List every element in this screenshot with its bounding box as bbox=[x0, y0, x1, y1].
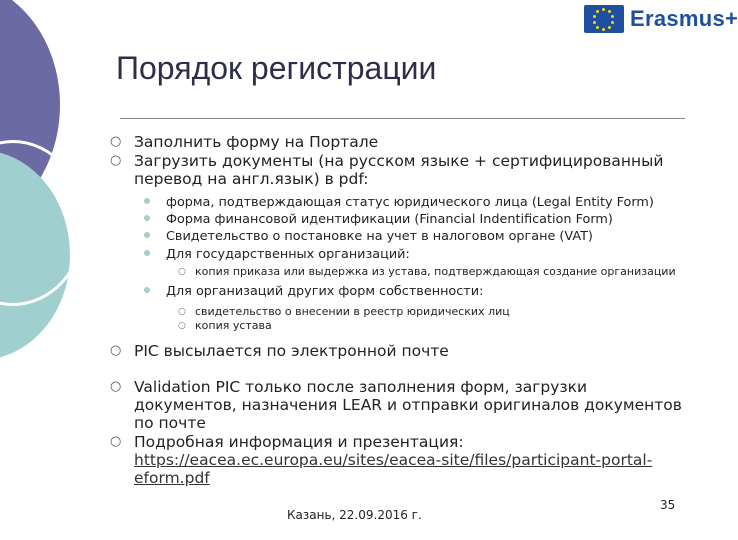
bullet-ring-icon: ○ bbox=[110, 379, 122, 394]
presentation-link[interactable]: https://eacea.ec.europa.eu/sites/eacea-site/files/participant-portal-eform.pdf bbox=[134, 451, 653, 487]
list-item: ○ Заполнить форму на Портале bbox=[110, 133, 379, 151]
list-item: ○ PIC высылается по электронной почте bbox=[110, 342, 449, 360]
bullet-ring-icon: ○ bbox=[178, 307, 186, 317]
list-item: ○ Validation PIC только после заполнения форм, загрузки документов, назначения LEAR и отправки оригиналов документов по почте bbox=[110, 378, 682, 432]
list-item: ○ копия устава bbox=[178, 319, 272, 332]
page-number: 35 bbox=[660, 498, 676, 512]
bullet-ring-icon: ○ bbox=[110, 434, 122, 449]
footer-date: Казань, 22.09.2016 г. bbox=[287, 508, 422, 522]
list-item: ○ Загрузить документы (на русском языке + сертифицированный перевод на англ.язык) в pdf: bbox=[110, 152, 664, 188]
list-item: ○ свидетельство о внесении в реестр юридических лиц bbox=[178, 305, 510, 318]
list-item: форма, подтверждающая статус юридического лица (Legal Entity Form) bbox=[100, 196, 690, 209]
eu-flag-icon bbox=[584, 5, 624, 33]
bullet-dot-icon bbox=[144, 287, 150, 293]
list-item: Для государственных организаций: bbox=[100, 248, 690, 261]
list-item: Форма финансовой идентификации (Financial Indentification Form) bbox=[100, 213, 690, 226]
bullet-dot-icon bbox=[144, 198, 150, 204]
erasmus-logo bbox=[584, 4, 738, 34]
logo-text: Erasmus+ bbox=[630, 6, 738, 31]
title-divider bbox=[120, 118, 685, 119]
bullet-ring-icon: ○ bbox=[110, 134, 122, 149]
bullet-ring-icon: ○ bbox=[178, 267, 186, 277]
list-item: Для организаций других форм собственности: bbox=[100, 285, 690, 298]
list-item: ○ копия приказа или выдержка из устава, подтверждающая создание организации bbox=[178, 265, 676, 278]
list-item: ○ Подробная информация и презентация: https://eacea.ec.europa.eu/sites/eacea-site/files/participant-portal-eform.pdf bbox=[110, 433, 653, 487]
bullet-list bbox=[100, 133, 690, 487]
bullet-ring-icon: ○ bbox=[110, 343, 122, 358]
bullet-ring-icon: ○ bbox=[110, 153, 122, 168]
bullet-dot-icon bbox=[144, 232, 150, 238]
bullet-ring-icon: ○ bbox=[178, 321, 186, 331]
bullet-dot-icon bbox=[144, 250, 150, 256]
decor-ring bbox=[0, 140, 86, 306]
page-title: Порядок регистрации bbox=[116, 50, 437, 86]
list-item: Свидетельство о постановке на учет в налоговом органе (VAT) bbox=[100, 230, 690, 243]
bullet-dot-icon bbox=[144, 215, 150, 221]
